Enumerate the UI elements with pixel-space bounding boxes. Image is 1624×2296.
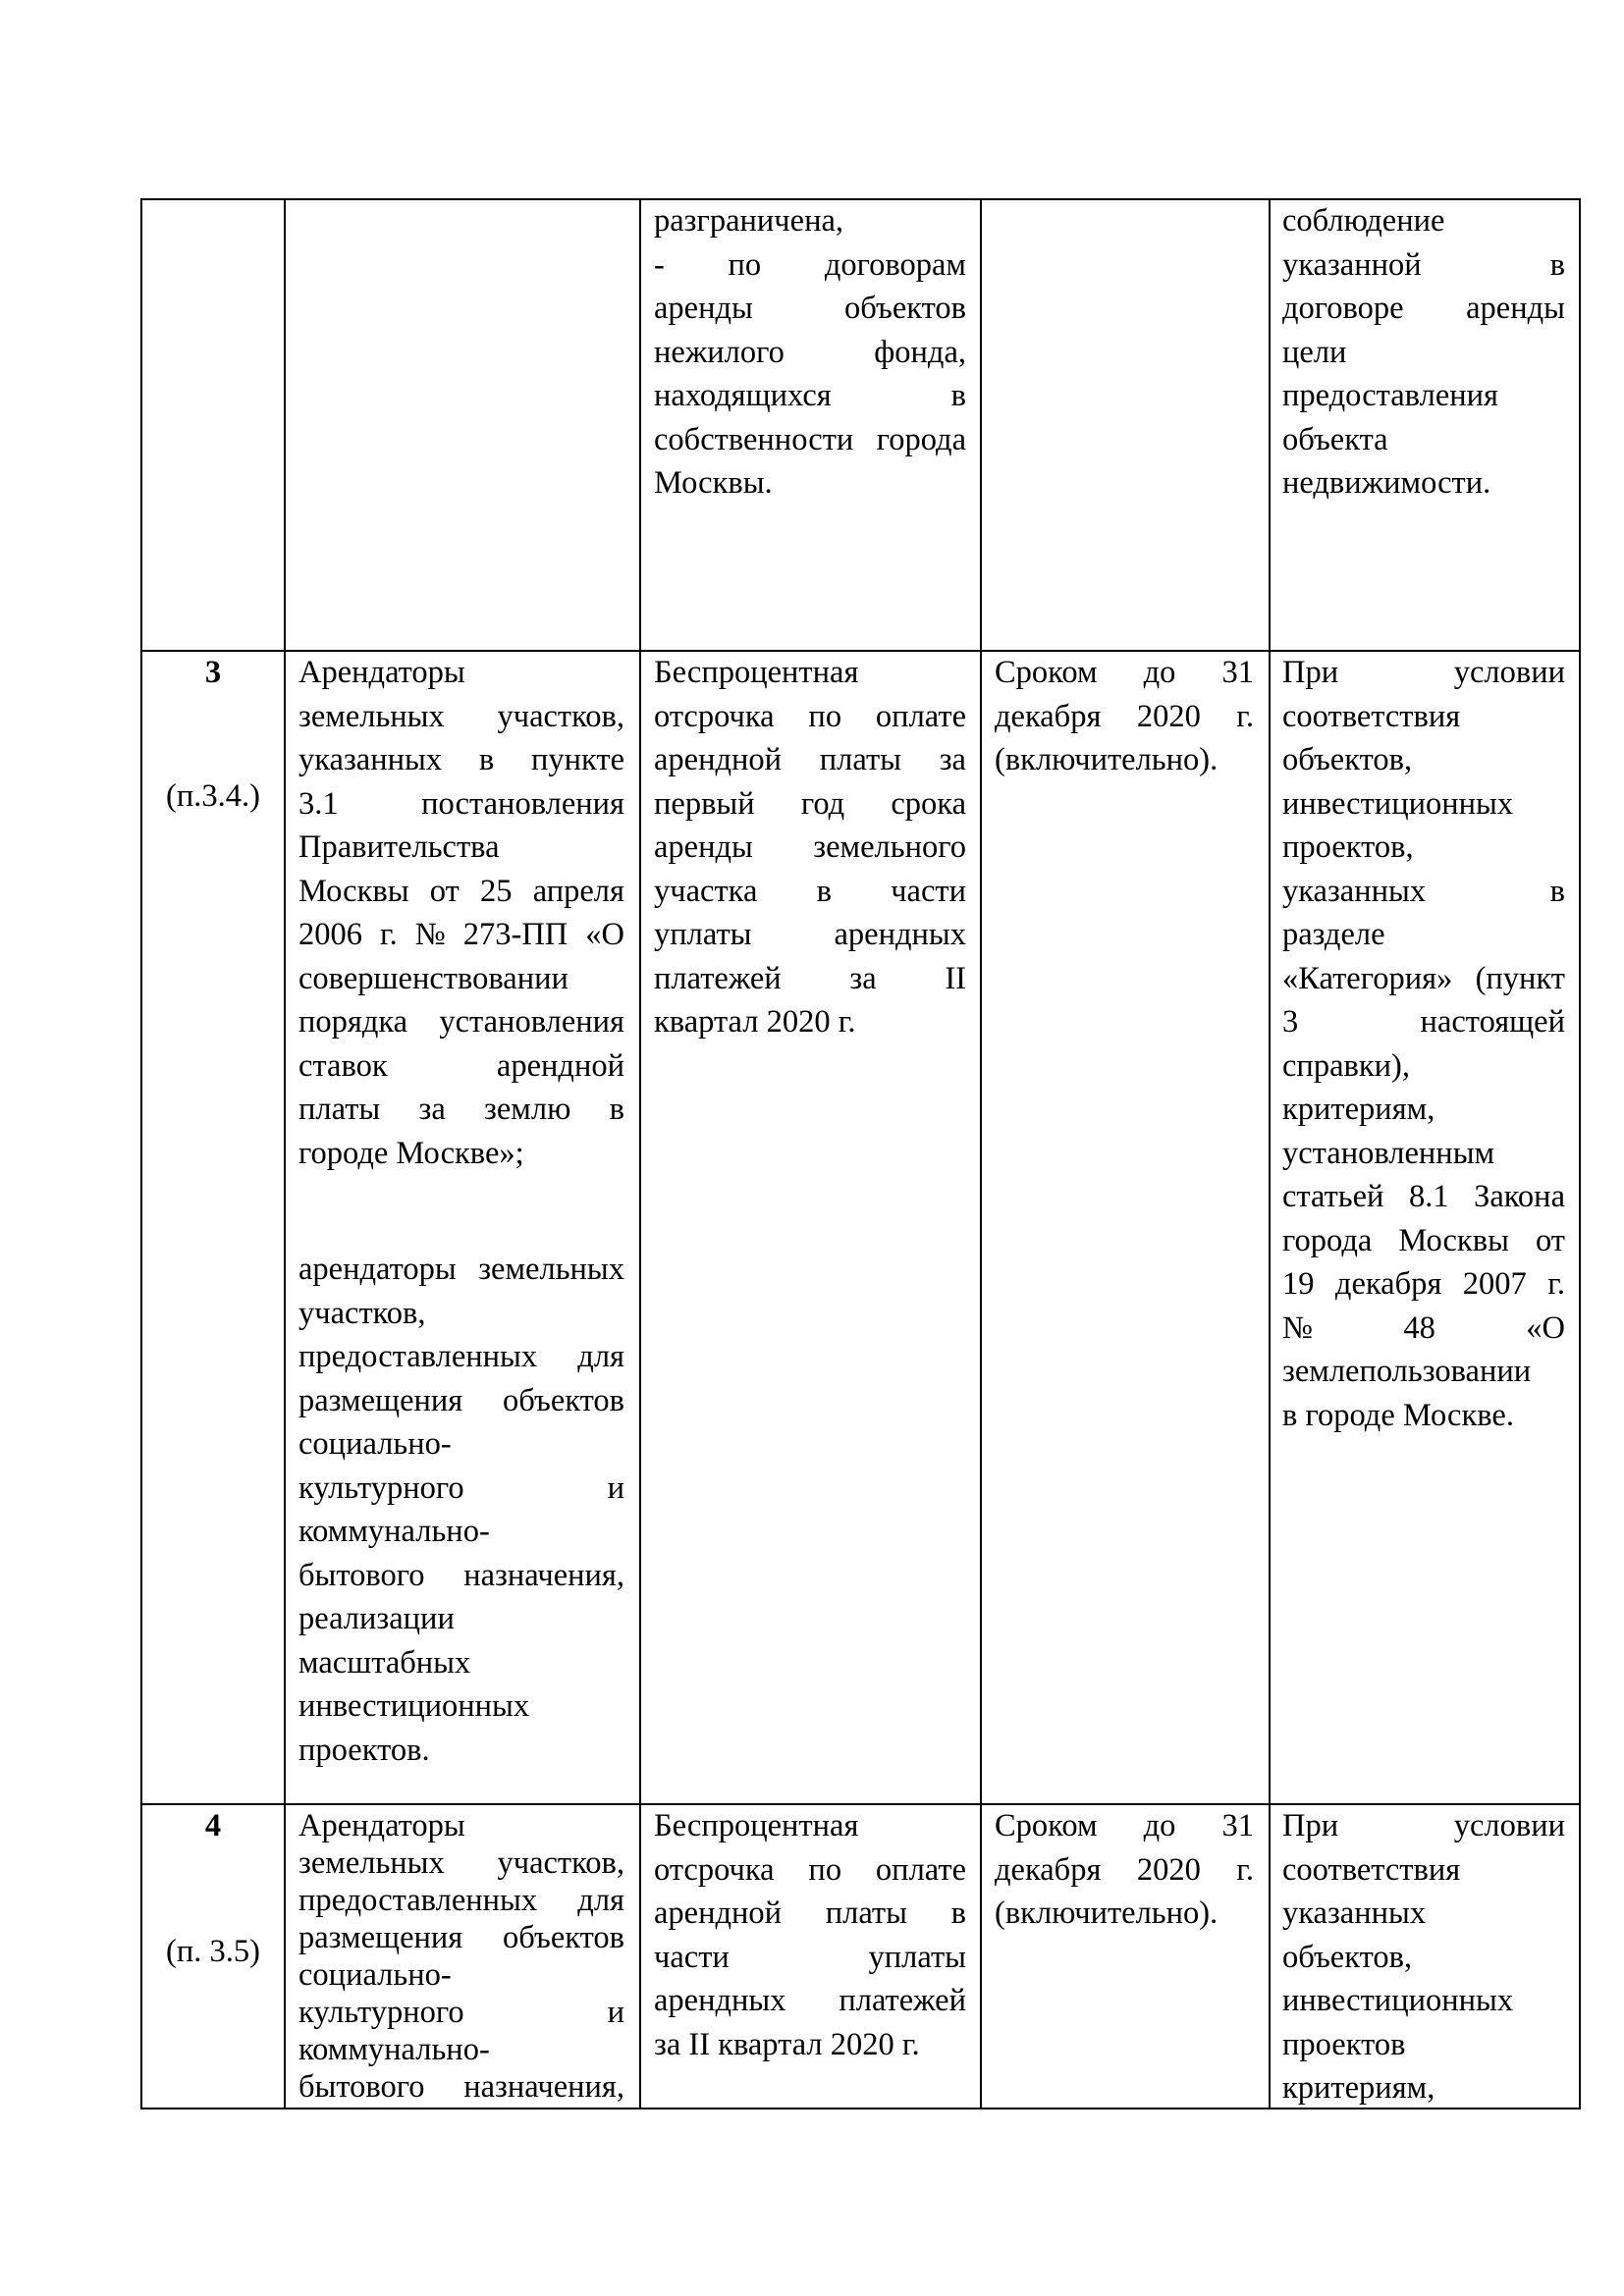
word: «О [1526, 1309, 1565, 1346]
word: по [808, 1851, 842, 1888]
cell-line: инвестиционных [1282, 1983, 1514, 2018]
cell-line: (включительно). [995, 1896, 1218, 1931]
table-line [284, 198, 286, 2109]
word: земельных [478, 1252, 624, 1287]
word: статьей [1282, 1179, 1384, 1214]
word: отсрочка [654, 1851, 775, 1888]
word: от [1535, 1222, 1565, 1258]
cell-line [298, 913, 624, 956]
word: в [1549, 873, 1565, 909]
word: аренды [654, 291, 753, 326]
cell-line: землепользовании [1282, 1354, 1532, 1389]
word: 8.1 [1408, 1179, 1449, 1214]
word: и [607, 1995, 624, 2030]
word: отсрочка [654, 698, 775, 734]
word: объектов [844, 291, 966, 326]
cell-line: инвестиционных [1282, 785, 1514, 822]
word: земельного [813, 829, 966, 865]
cell-line [654, 738, 966, 781]
word: части [654, 1939, 730, 1975]
word: культурного [298, 1469, 464, 1506]
cell-line [654, 1936, 966, 1979]
cell-line [995, 1848, 1254, 1892]
word: аренды [654, 829, 753, 865]
word: назначения, [463, 1557, 624, 1593]
word: срока [891, 785, 966, 822]
word: арендаторы [298, 1252, 457, 1287]
word: собственности [654, 421, 854, 457]
word: декабря [1334, 1266, 1442, 1302]
table-line [980, 198, 982, 2109]
row-number: 4 [204, 1808, 222, 1843]
cell-line [654, 913, 966, 956]
row-number: 3 [204, 655, 222, 690]
word: г. [379, 917, 398, 952]
word: первый [654, 785, 755, 822]
cell-line [654, 1892, 966, 1935]
cell-line: соответствия [1282, 698, 1461, 734]
cell-line [298, 870, 624, 913]
cell-line: социально- [298, 1426, 452, 1462]
word: (пункт [1475, 960, 1565, 996]
cell-line: реализации [298, 1601, 455, 1636]
word: по [808, 698, 842, 734]
word: 3 [1282, 1004, 1299, 1040]
cell-line [298, 738, 624, 781]
word: размещения [298, 1920, 463, 1955]
word: указанных [1282, 873, 1427, 909]
word: договорам [824, 246, 966, 283]
cell-line [298, 1335, 624, 1378]
word: № [414, 917, 446, 952]
cell-line: Беспроцентная [654, 655, 859, 690]
word: находящихся [654, 378, 832, 413]
word: и [607, 1469, 624, 1506]
word: декабря [995, 1851, 1102, 1888]
cell-line [654, 418, 966, 461]
word: «Категория» [1282, 960, 1453, 996]
word: 31 [1221, 655, 1254, 690]
word: землю [484, 1092, 571, 1127]
word: уплаты [868, 1939, 966, 1975]
cell-line: социально- [298, 1957, 452, 1993]
word: декабря [995, 698, 1102, 734]
clause-reference: (п. 3.5) [166, 1934, 260, 1969]
cell-line [298, 1248, 624, 1291]
cell-line [654, 826, 966, 869]
word: нежилого [654, 334, 785, 370]
cell-line [1282, 1262, 1565, 1306]
cell-line [1282, 1175, 1565, 1218]
cell-line: Беспроцентная [654, 1808, 859, 1843]
word: II [945, 960, 966, 996]
cell-line [298, 695, 624, 738]
cell-line: предоставления [1282, 378, 1498, 413]
word: платы [819, 742, 902, 777]
cell-line [654, 782, 966, 826]
word: предоставленных [298, 1339, 538, 1374]
word: При [1282, 655, 1339, 690]
word: культурного [298, 1995, 464, 2030]
word: указанной [1282, 246, 1422, 283]
word: г. [1547, 1266, 1565, 1302]
cell-line [298, 1467, 624, 1510]
word: условии [1453, 1808, 1565, 1843]
word: 25 [480, 873, 513, 909]
word: ставок [298, 1047, 388, 1084]
clause-reference: (п.3.4.) [166, 778, 260, 814]
cell-line: инвестиционных [298, 1688, 530, 1724]
word: от [429, 873, 460, 909]
cell-line [298, 1554, 624, 1597]
word: № [1282, 1309, 1314, 1346]
word: участков, [497, 698, 624, 734]
table-line [1269, 198, 1271, 2109]
word: 2020 [1136, 1851, 1201, 1888]
cell-line [995, 1804, 1254, 1847]
word: аренды [1466, 291, 1565, 326]
word: в [816, 873, 832, 909]
cell-line [298, 1000, 624, 1043]
word: предоставленных [298, 1883, 538, 1918]
cell-line: (включительно). [995, 742, 1218, 777]
cell-line: разделе [1282, 917, 1385, 952]
word: постановления [421, 785, 624, 822]
word: арендной [496, 1047, 624, 1084]
cell-line [1282, 870, 1565, 913]
cell-line: коммунально- [298, 2032, 490, 2067]
cell-line: совершенствовании [298, 960, 568, 996]
cell-line: соответствия [1282, 1851, 1461, 1888]
word: части [891, 873, 966, 909]
cell-line [654, 374, 966, 417]
word: назначения, [463, 2069, 624, 2105]
cell-line: проектов [1282, 2026, 1406, 2062]
word: платежей [839, 1983, 966, 2018]
word: 2006 [298, 917, 362, 952]
cell-line: за II квартал 2020 г. [654, 2026, 920, 2062]
cell-line [1282, 287, 1565, 330]
table-line [1579, 198, 1581, 2109]
cell-line [654, 331, 966, 374]
cell-line: Арендаторы [298, 655, 465, 690]
word: города [1282, 1222, 1373, 1258]
word: пункте [530, 742, 624, 777]
word: Москвы [1398, 1222, 1509, 1258]
word: указанных [298, 742, 443, 777]
word: Сроком [995, 655, 1098, 690]
word: города [876, 421, 966, 457]
cell-line: проектов. [298, 1732, 430, 1768]
cell-line: критериям, [1282, 2070, 1435, 2106]
word: участков, [497, 1845, 624, 1881]
cell-line [298, 782, 624, 826]
cell-line: квартал 2020 г. [654, 1004, 856, 1040]
cell-line: проектов, [1282, 829, 1414, 865]
word: до [1143, 1808, 1176, 1843]
word: Закона [1474, 1179, 1565, 1214]
cell-line: Правительства [298, 829, 500, 865]
cell-line: критериям, [1282, 1092, 1435, 1127]
word: 3.1 [298, 785, 339, 822]
cell-line [995, 651, 1254, 694]
word: для [577, 1883, 624, 1918]
word: договоре [1282, 291, 1404, 326]
cell-line: Москвы. [654, 465, 773, 501]
cell-line [298, 2065, 624, 2109]
word: в [478, 742, 495, 777]
cell-line: разграничена, [654, 203, 844, 239]
word: по [728, 246, 762, 283]
word: апреля [532, 873, 624, 909]
word: «О [585, 917, 624, 952]
word: в [950, 1896, 966, 1931]
word: до [1143, 655, 1176, 690]
word: в [950, 378, 966, 413]
word: бытового [298, 1557, 425, 1593]
word: настоящей [1420, 1004, 1565, 1040]
word: Москвы [298, 873, 409, 909]
cell-line [654, 870, 966, 913]
cell-line: в городе Москве. [1282, 1397, 1514, 1433]
cell-line: Арендаторы [298, 1808, 465, 1843]
cell-line [1282, 651, 1565, 694]
word: Сроком [995, 1808, 1098, 1843]
cell-line [654, 1848, 966, 1892]
cell-line [1282, 957, 1565, 1000]
word: фонда, [874, 334, 966, 370]
word: арендной [654, 742, 783, 777]
cell-line: объектов, [1282, 742, 1413, 777]
word: оплате [875, 698, 966, 734]
word: 2020 [1136, 698, 1201, 734]
word: 31 [1221, 1808, 1254, 1843]
word: бытового [298, 2069, 425, 2105]
cell-line: указанных [1282, 1896, 1427, 1931]
word: объектов [503, 1382, 624, 1418]
word: год [800, 785, 845, 822]
word: условии [1453, 655, 1565, 690]
word: для [577, 1339, 624, 1374]
cell-line [654, 695, 966, 738]
cell-line [298, 1379, 624, 1422]
word: платы [298, 1092, 381, 1127]
cell-line [1282, 1000, 1565, 1043]
word: за [418, 1092, 446, 1127]
cell-line [1282, 1307, 1565, 1350]
cell-line: участков, [298, 1295, 426, 1331]
word: г. [1236, 698, 1254, 734]
word: При [1282, 1808, 1339, 1843]
word: арендной [654, 1896, 783, 1931]
word: размещения [298, 1382, 463, 1418]
word: уплаты [654, 917, 752, 952]
word: порядка [298, 1004, 408, 1040]
word: участка [654, 873, 758, 909]
word: арендных [654, 1983, 786, 2018]
word: г. [1236, 1851, 1254, 1888]
word: за [849, 960, 877, 996]
word: 19 [1282, 1266, 1315, 1302]
cell-line: объектов, [1282, 1939, 1413, 1975]
word: 48 [1403, 1309, 1435, 1346]
cell-line: недвижимости. [1282, 465, 1491, 501]
word: в [609, 1092, 624, 1127]
cell-line [654, 957, 966, 1000]
cell-line: установленным [1282, 1135, 1495, 1171]
word: оплате [875, 1851, 966, 1888]
word: установления [439, 1004, 624, 1040]
word: платежей [654, 960, 782, 996]
word: за [939, 742, 966, 777]
cell-line [654, 287, 966, 330]
cell-line [1282, 1219, 1565, 1262]
word: 2007 [1462, 1266, 1527, 1302]
table-line [639, 198, 641, 2109]
cell-line [1282, 1804, 1565, 1847]
cell-line: коммунально- [298, 1514, 490, 1549]
cell-line [298, 1088, 624, 1131]
word: в [1549, 246, 1565, 283]
cell-line: городе Москве»; [298, 1135, 524, 1171]
cell-line [1282, 243, 1565, 287]
word: 273-ПП [462, 917, 568, 952]
cell-line: соблюдение [1282, 203, 1445, 239]
word: земельных [298, 1845, 445, 1881]
word: земельных [298, 698, 445, 734]
cell-line: справки), [1282, 1047, 1410, 1084]
cell-line [654, 243, 966, 287]
cell-line: цели [1282, 334, 1347, 370]
cell-line: масштабных [298, 1644, 471, 1681]
word: арендных [834, 917, 966, 952]
word: платы [825, 1896, 907, 1931]
cell-line [298, 1044, 624, 1088]
cell-line [654, 1979, 966, 2022]
word: - [654, 246, 665, 283]
cell-line: объекта [1282, 421, 1388, 457]
cell-line [995, 695, 1254, 738]
word: объектов [503, 1920, 624, 1955]
